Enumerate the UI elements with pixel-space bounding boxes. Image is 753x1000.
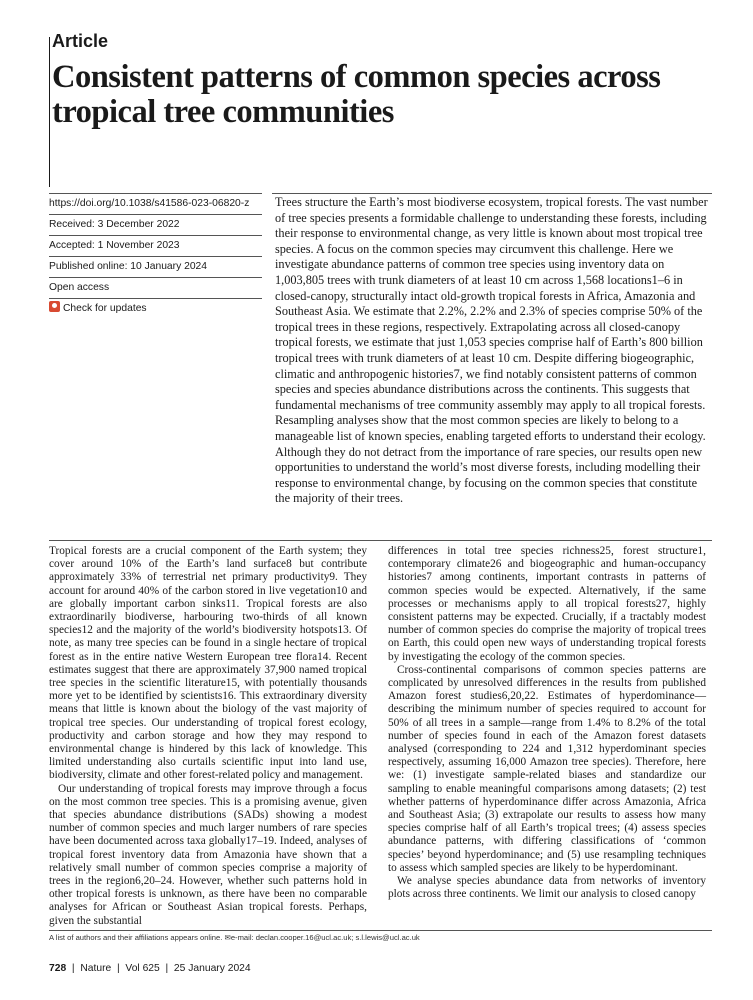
doi-text: https://doi.org/10.1038/s41586-023-06820-z bbox=[49, 198, 250, 209]
body-paragraph: We analyse species abundance data from networks of inventory plots across three continents. We limit our analysis to closed canopy bbox=[388, 875, 706, 901]
abstract-rule bbox=[272, 193, 712, 194]
check-for-updates-link[interactable] bbox=[49, 298, 262, 319]
article-metadata bbox=[49, 193, 262, 319]
page-number: 728 bbox=[49, 963, 67, 974]
footer-separator: | bbox=[162, 963, 172, 974]
footer-separator: | bbox=[114, 963, 123, 974]
section-divider bbox=[49, 540, 712, 541]
published-date: Published online: 10 January 2024 bbox=[49, 256, 262, 277]
body-paragraph: differences in total tree species richness25, forest structure1, contemporary climate26 and biogeographic and human-occupancy histories7 among continents, important contrasts in patterns of common species would be expected. Alternatively, if the same processes or mechanisms apply to all tropical forests27, highly consistent patterns may be expected. Crucially, if a tractably modest number of common species do comprise the majority of tropical trees on Earth, this could open new ways of understanding tropical forests by investigating the ecology of the common species. bbox=[388, 545, 706, 663]
body-paragraph: Our understanding of tropical forests may improve through a focus on the most common tree species. This is a promising avenue, given that species abundance distributions (SADs) showing a modest number of common species and much larger numbers of rare species have been documented across taxa globally17–19. Indeed, analyses of tropical forest inventory data from Amazonia have shown that a relatively small number of common species comprise a majority of trees in the region6,20–24. However, whether such patterns hold in other tropical forests is unknown, as there have been no comparable analyses for African or Southeast Asian tropical forests. Perhaps, given the substantial bbox=[49, 782, 367, 927]
page-footer bbox=[49, 963, 251, 974]
body-column-left bbox=[49, 545, 367, 928]
body-paragraph: Tropical forests are a crucial component of the Earth system; they cover around 10% of the Earth’s land surface8 but contribute approximately 33% of terrestrial net primary productivity9. They account for around 40% of the carbon stored in live vegetation10 and are globally important carbon sinks11. Tropical forests are also extraordinarily biodiverse, harbouring two-thirds of all known species12 and the majority of the world’s biodiversity hotspots13. Of note, as many tree species can be found in a single hectare of tropical forest as in the entire native Western European tree flora14. Recent estimates suggest that there are approximately 37,900 named tropical tree species in the scientific literature15, with potentially thousands more yet to be identified by scientists16. This extraordinary diversity means that little is known about the biology of the vast majority of tropical tree species. Our understanding of tropical forest ecology, productivity and carbon storage and how they may respond to environmental change is hindered by this lack of knowledge. This limited understanding also curtails scientific input into land use, biodiversity, climate and other forest-related policy and management. bbox=[49, 545, 367, 782]
check-for-updates-icon bbox=[49, 301, 60, 312]
article-type-label: Article bbox=[52, 31, 109, 51]
accepted-date: Accepted: 1 November 2023 bbox=[49, 235, 262, 256]
body-column-right bbox=[388, 545, 706, 901]
abstract: Trees structure the Earth’s most biodiverse ecosystem, tropical forests. The vast number of tree species presents a formidable challenge to understanding these forests, including their response to environmental change, as very little is known about most tropical tree species. A focus on the common species may circumvent this challenge. Here we investigate abundance patterns of common tree species using inventory data on 1,003,805 trees with trunk diameters of at least 10 cm across 1,568 locations1–6 in closed-canopy, structurally intact old-growth tropical forests in Africa, Amazonia and Southeast Asia. We estimate that 2.2%, 2.2% and 2.3% of species comprise 50% of the tropical trees in these regions, respectively. Extrapolating across all closed-canopy tropical forests, we estimate that just 1,053 species comprise half of Earth’s 800 billion tropical trees with trunk diameters of at least 10 cm. Despite differing biogeographic, climatic and anthropogenic histories7, we find notably consistent patterns of common species and species abundance distributions across the continents. This suggests that fundamental mechanisms of tree community assembly may apply to all tropical forests. Resampling analyses show that the most common species are likely to belong to a manageable list of known species, enabling targeted efforts to understand their ecology. Although they do not detract from the importance of rare species, our results open new opportunities to understand the world’s most diverse forests, including modelling their response to environmental change, by focusing on the common species that constitute the majority of their trees. bbox=[275, 195, 708, 506]
body-paragraph: Cross-continental comparisons of common species patterns are complicated by unresolved differences in the results from published Amazon forest studies6,20,22. Estimates of hyperdominance—describing the minimum number of species required to account for 50% of all trees in a sample—range from 1.4% to 8.2% of the total number of species found in each of the Amazon forest datasets analysed (corresponding to 224 and 1,312 hyperdominant species respectively, assuming 16,000 Amazon tree species). Therefore, here we: (1) investigate sample-related biases and standardize our sampling to enable meaningful comparisons among datasets; (2) test whether patterns of hyperdominance differ across Amazonia, Africa and Southeast Asia; (3) extrapolate our results to assess how many species comprise half of all Earth’s tropical trees; (4) assess species abundance patterns, with differing classifications of ‘common species’ beyond hyperdominance; and (5) use resampling techniques to assess which sampled species are likely to be hyperdominant. bbox=[388, 663, 706, 874]
volume: Vol 625 bbox=[125, 963, 160, 974]
journal-name: Nature bbox=[80, 963, 112, 974]
article-title: Consistent patterns of common species across tropical tree communities bbox=[52, 59, 661, 130]
footnote-rule bbox=[49, 930, 712, 931]
open-access-label: Open access bbox=[49, 277, 262, 298]
doi-link[interactable] bbox=[49, 193, 262, 214]
issue-date: 25 January 2024 bbox=[173, 963, 251, 974]
received-date: Received: 3 December 2022 bbox=[49, 214, 262, 235]
header-rule bbox=[49, 37, 50, 187]
check-for-updates-label: Check for updates bbox=[63, 303, 147, 314]
footer-separator: | bbox=[69, 963, 78, 974]
author-footnote: A list of authors and their affiliations appears online. ✉e-mail: declan.cooper.16@ucl.ac.uk; s.l.lewis@ucl.ac.uk bbox=[49, 933, 420, 942]
